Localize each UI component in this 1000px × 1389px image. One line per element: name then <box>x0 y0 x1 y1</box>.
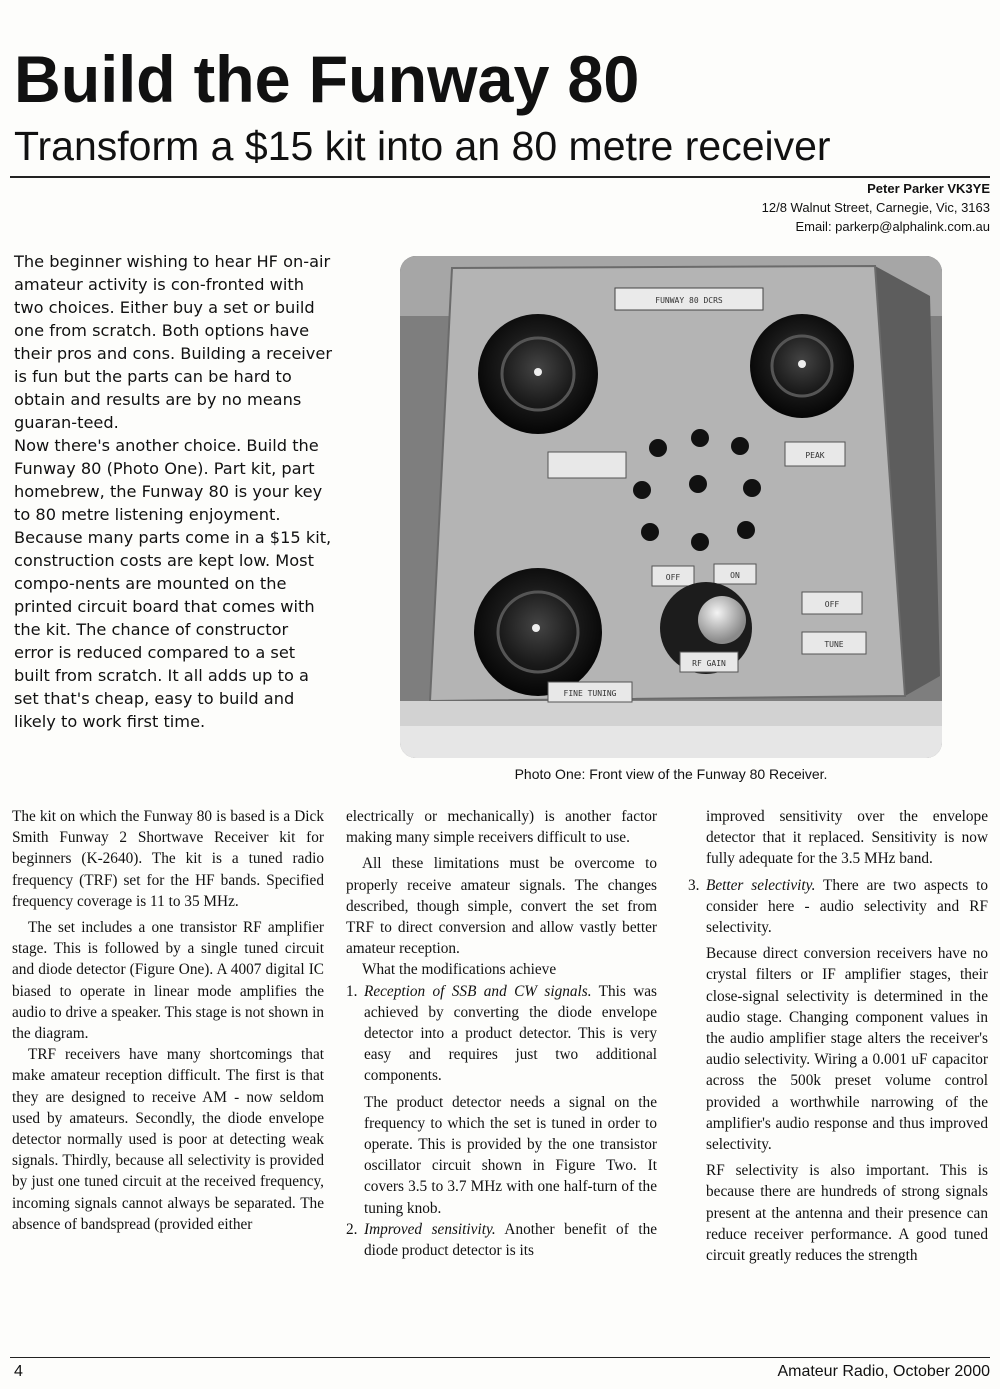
body-paragraph: The product detector needs a signal on the frequency to which the set is tuned in order to operate. This is provided by the one transistor oscillator circuit shown in Figure Two. It covers 3.5 to 3.7 MHz with one half-turn of the tuning knob. <box>364 1093 657 1217</box>
publication-footer: Amateur Radio, October 2000 <box>777 1363 990 1380</box>
panel-label-top: FUNWAY 80 DCRS <box>655 296 723 305</box>
body-paragraph: What the modifications achieve <box>362 961 557 979</box>
body-paragraph: TRF receivers have many shortcomings that make amateur reception difficult. The first is that they are designed to receive AM - now seldom used by amateurs. Secondly, the diode envelope detector normally used is poor at detecting weak signals. Thirdly, because all selectivity is provided by just one tuned circuit at the received frequency, incoming signals cannot always be separated. The absence of bandspread (provided either <box>12 1046 324 1233</box>
intro-paragraph: Now there's another choice. Build the Funway 80 (Photo One). Part kit, part homebrew, the Funway 80 is your key to 80 metre listening enjoyment. Because many parts come in a $15 kit, construction costs are kept low. Most compo-nents are mounted on the printed circuit board that comes with the kit. The chance of constructor error is reduced compared to a set built from scratch. It all adds up to a set that's cheap, easy to build and likely to work first time. <box>14 436 332 731</box>
list-item-title: Reception of SSB and CW signals. <box>364 982 592 1000</box>
panel-label-right-2: TUNE <box>824 640 844 649</box>
page-subtitle: Transform a $15 kit into an 80 metre receiver <box>14 123 831 169</box>
page-title: Build the Funway 80 <box>14 42 640 116</box>
column-3 <box>688 806 988 1266</box>
panel-label-off: OFF <box>665 573 681 582</box>
author-address: 12/8 Walnut Street, Carnegie, Vic, 3163 <box>761 200 990 215</box>
list-item-body: This was achieved by converting the diode envelope detector into a product detector. This is very easy and requires just two additional components. <box>364 982 657 1085</box>
body-paragraph: improved sensitivity over the envelope detector that it replaced. Sensitivity is now fully adequate for the 3.5 MHz band. <box>706 808 988 868</box>
photo-caption: Photo One: Front view of the Funway 80 Receiver. <box>514 766 828 782</box>
list-item-title: Better selectivity. <box>706 876 816 894</box>
body-paragraph: electrically or mechanically) is another factor making many simple receivers difficult to use. <box>346 808 657 847</box>
panel-label-on: ON <box>730 571 740 580</box>
list-item <box>346 1219 657 1261</box>
list-number: 3. <box>688 876 700 894</box>
author-email: Email: parkerp@alphalink.com.au <box>795 219 990 234</box>
panel-label-right-1: OFF <box>824 600 840 609</box>
body-paragraph: The set includes a one transistor RF amplifier stage. This is followed by a single tuned circuit and diode detector (Figure One). A 4007 digital IC biased to operate in linear mode amplifies the audio to drive a speaker. This stage is not shown in the diagram. <box>12 919 324 1043</box>
intro-paragraph: The beginner wishing to hear HF on-air amateur activity is con-fronted with two choices. Either buy a set or build one from scratch. Both options have their pros and cons. Building a receiver is fun but the parts can be hard to obtain and results are by no means guaran-teed. <box>14 252 332 432</box>
list-number: 1. <box>346 982 358 1000</box>
list-item-title: Improved sensitivity. <box>364 1220 496 1238</box>
receiver-photo-image <box>400 256 942 758</box>
byline <box>762 179 990 236</box>
footer-rule <box>10 1357 990 1358</box>
header-rule <box>10 176 990 178</box>
column-1 <box>12 806 324 1235</box>
list-number: 2. <box>346 1220 358 1238</box>
body-paragraph: All these limitations must be overcome to properly receive amateur signals. The changes described, though simple, convert the set from TRF to direct conversion and allow vastly better amateur reception. <box>346 855 657 958</box>
body-paragraph: RF selectivity is also important. This is because there are hundreds of strong signals present at the antenna and their presence can reduce receiver performance. A good tuned circuit greatly reduces the strength <box>706 1162 988 1265</box>
panel-label-left <box>548 452 626 478</box>
page-number: 4 <box>14 1363 23 1380</box>
receiver-photo <box>400 256 942 758</box>
tuning-knob-bottom-left <box>474 568 602 696</box>
panel-label-fine-tuning: FINE TUNING <box>563 689 617 698</box>
list-item <box>688 875 988 939</box>
body-paragraph: The kit on which the Funway 80 is based is a Dick Smith Funway 2 Shortwave Receiver kit for beginners (K-2640). The kit is a tuned radio frequency (TRF) set for the HF bands. Specified frequency coverage is 11 to 35 MHz. <box>12 808 324 910</box>
body-paragraph: Because direct conversion receivers have no crystal filters or IF amplifier stages, their close-signal selectivity is determined in the audio stage. Changing component values in the audio amplifier stage alters the receiver's audio selectivity. Wiring a 0.001 uF capacitor across the 500k preset volume control provided a worthwhile narrowing of the amplifier's audio response and thus improved selectivity. <box>706 945 988 1154</box>
panel-label-rf-gain: RF GAIN <box>692 659 726 668</box>
list-item <box>346 981 657 1087</box>
author-name: Peter Parker VK3YE <box>867 181 990 196</box>
intro-text <box>14 250 332 733</box>
list-item-body: Another benefit of the diode product detector is its <box>364 1220 658 1260</box>
column-2 <box>346 806 657 1261</box>
panel-label-peak: PEAK <box>805 451 825 460</box>
list-item-body: There are two aspects to consider here - audio selectivity and RF selectivity. <box>706 876 988 937</box>
